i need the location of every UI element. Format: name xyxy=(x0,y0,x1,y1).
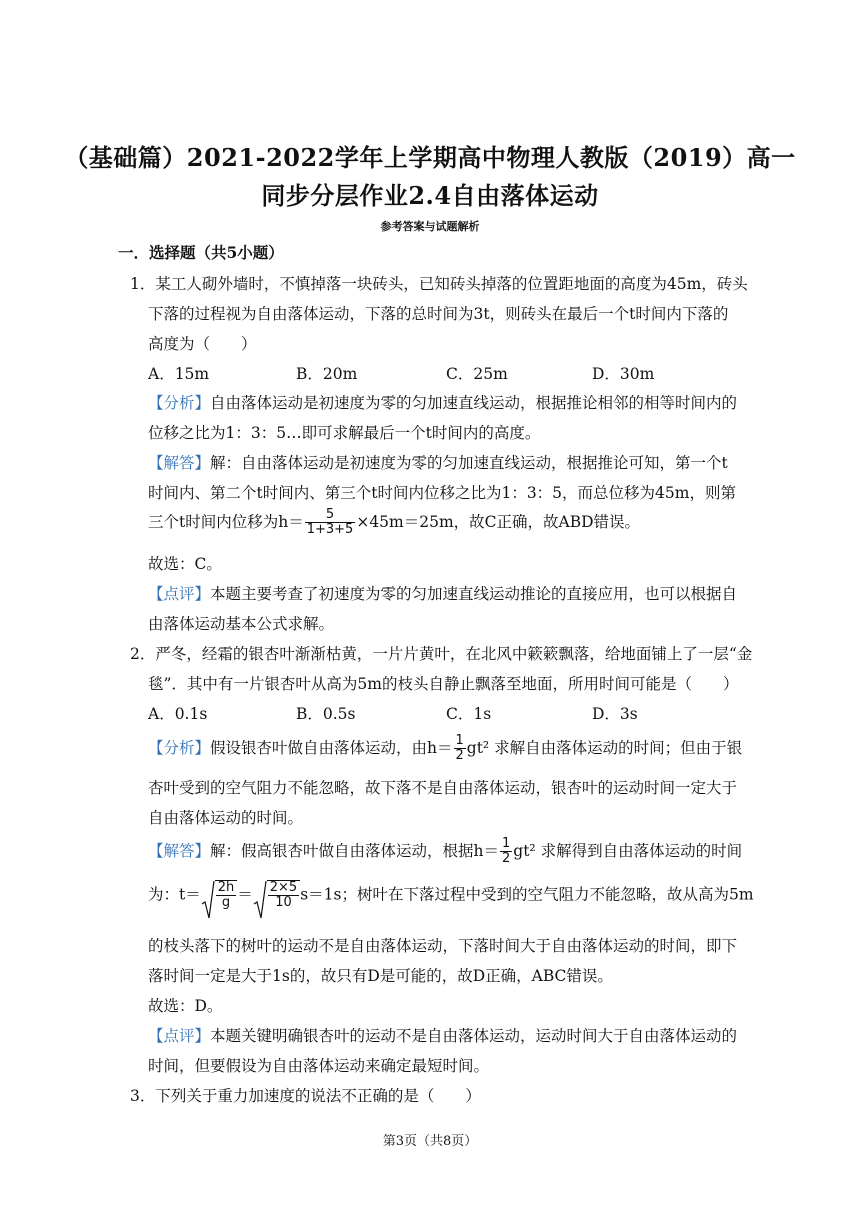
q2-analysis-line2: 杏叶受到的空气阻力不能忽略，故下落不是自由落体运动，银杏叶的运动时间一定大于 xyxy=(148,779,738,797)
q2-solution-line3: 的枝头落下的树叶的运动不是自由落体运动，下落时间大于自由落体运动的时间，即下 xyxy=(148,937,738,955)
q2-comment-line2: 时间，但要假设为自由落体运动来确定最短时间。 xyxy=(148,1057,490,1075)
section-heading: 一．选择题（共5小题） xyxy=(118,243,284,262)
half-denominator: 2 xyxy=(455,748,464,764)
q2-solution-text-pre: 解：假高银杏叶做自由落体运动，根据h＝ xyxy=(210,841,499,860)
sqrt1-denominator: g xyxy=(221,895,231,911)
q2-solution-line2-post: s＝1s；树叶在下落过程中受到的空气阻力不能忽略，故从高为5m xyxy=(300,885,754,904)
q2-solution-half-fraction xyxy=(500,837,512,867)
sqrt2-numerator: 2×5 xyxy=(269,880,298,895)
q1-comment-text: 本题主要考查了初速度为零的匀加速直线运动推论的直接应用，也可以根据自 xyxy=(210,585,738,603)
q1-fraction xyxy=(305,508,356,538)
q1-stem-line2: 下落的过程视为自由落体运动，下落的总时间为3t，则砖头在最后一个t时间内下落的 xyxy=(148,305,729,323)
q1-comment-tag: 【点评】 xyxy=(148,585,211,603)
q1-solution-line3 xyxy=(148,508,640,538)
q2-analysis-line3: 自由落体运动的时间。 xyxy=(148,809,304,827)
q2-option-b: B．0.5s xyxy=(296,705,356,723)
q2-half-fraction xyxy=(454,734,466,764)
q2-comment-line1 xyxy=(148,1024,737,1046)
q2-stem-line1: 2．严冬，经霜的银杏叶渐渐枯黄，一片片黄叶，在北风中簌簌飘落，给地面铺上了一层“金 xyxy=(130,645,753,663)
q1-solution-line1 xyxy=(148,451,728,473)
q1-solution-text: 解：自由落体运动是初速度为零的匀加速直线运动，根据推论可知，第一个t xyxy=(210,454,728,472)
q1-stem-line1: 1．某工人砌外墙时，不慎掉落一块砖头，已知砖头掉落的位置距地面的高度为45m，砖头 xyxy=(130,275,748,293)
q2-option-d: D．3s xyxy=(592,705,638,723)
page-title-line2: 同步分层作业2.4自由落体运动 xyxy=(261,181,599,210)
q2-solution-line4: 落时间一定是大于1s的，故只有D是可能的，故D正确，ABC错误。 xyxy=(148,967,613,985)
q1-solution-tag: 【解答】 xyxy=(148,454,211,472)
q2-analysis-tag: 【分析】 xyxy=(148,738,211,757)
q1-analysis-line1 xyxy=(148,391,737,413)
q2-analysis-text-post: gt² 求解自由落体运动的时间；但由于银 xyxy=(466,738,743,757)
q1-fraction-denominator: 1+3+5 xyxy=(306,522,354,538)
q2-comment-text: 本题关键明确银杏叶的运动不是自由落体运动，运动时间大于自由落体运动的 xyxy=(210,1027,738,1045)
q1-answer: 故选：C。 xyxy=(148,555,222,573)
sqrt1-fraction xyxy=(216,881,237,911)
half-numerator: 1 xyxy=(455,733,464,748)
q2-answer: 故选：D。 xyxy=(148,997,223,1015)
q1-analysis-line2: 位移之比为1：3：5…即可求解最后一个t时间内的高度。 xyxy=(148,424,541,442)
q1-analysis-tag: 【分析】 xyxy=(148,394,211,412)
half-denominator: 2 xyxy=(502,851,511,867)
q2-comment-tag: 【点评】 xyxy=(148,1027,211,1045)
q3-stem-line1: 3．下列关于重力加速度的说法不正确的是（ ） xyxy=(130,1087,481,1105)
q1-comment-line1 xyxy=(148,582,737,604)
equals-sign: ＝ xyxy=(237,885,253,904)
q2-option-c: C．1s xyxy=(446,705,492,723)
q1-stem-line3: 高度为（ ） xyxy=(148,335,257,353)
q1-solution-line3-pre: 三个t时间内位移为h＝ xyxy=(148,512,304,531)
q2-solution-tag: 【解答】 xyxy=(148,841,211,860)
sqrt1-numerator: 2h xyxy=(217,880,235,895)
radical-sign-icon xyxy=(253,880,267,920)
q1-option-c: C．25m xyxy=(446,365,508,383)
sqrt-expression-2 xyxy=(253,880,300,911)
half-numerator: 1 xyxy=(502,836,511,851)
radical-sign-icon xyxy=(201,880,215,920)
q2-solution-line2 xyxy=(148,880,754,911)
q1-analysis-text: 自由落体运动是初速度为零的匀加速直线运动，根据推论相邻的相等时间内的 xyxy=(210,394,738,412)
q1-comment-line2: 由落体运动基本公式求解。 xyxy=(148,615,335,633)
q2-analysis-line1 xyxy=(148,734,742,764)
page-title-line1: （基础篇）2021-2022学年上学期高中物理人教版（2019）高一 xyxy=(64,143,796,172)
sqrt2-denominator: 10 xyxy=(275,895,292,911)
q1-solution-line3-post: m＝25m，故C正确，故ABD错误。 xyxy=(389,512,641,531)
page-footer: 第3页（共8页） xyxy=(382,1134,478,1149)
q1-option-d: D．30m xyxy=(592,365,655,383)
q1-option-a: A．15m xyxy=(148,365,210,383)
q2-solution-line2-pre: 为：t＝ xyxy=(148,885,201,904)
q1-solution-line3-mid: ×45 xyxy=(356,512,390,531)
q2-option-a: A．0.1s xyxy=(148,705,208,723)
sqrt2-fraction xyxy=(268,881,299,911)
q2-stem-line2: 毯”．其中有一片银杏叶从高为5m的枝头自静止飘落至地面，所用时间可能是（ ） xyxy=(148,675,739,693)
sqrt-expression-1 xyxy=(201,880,238,911)
q1-solution-line2: 时间内、第二个t时间内、第三个t时间内位移之比为1：3：5，而总位移为45m，则第 xyxy=(148,484,736,502)
q2-solution-text-post: gt² 求解得到自由落体运动的时间 xyxy=(513,841,743,860)
q2-solution-line1 xyxy=(148,837,742,867)
q1-option-b: B．20m xyxy=(296,365,358,383)
q1-fraction-numerator: 5 xyxy=(305,508,356,523)
answer-subtitle: 参考答案与试题解析 xyxy=(380,220,480,233)
q2-analysis-text-pre: 假设银杏叶做自由落体运动，由h＝ xyxy=(210,738,453,757)
